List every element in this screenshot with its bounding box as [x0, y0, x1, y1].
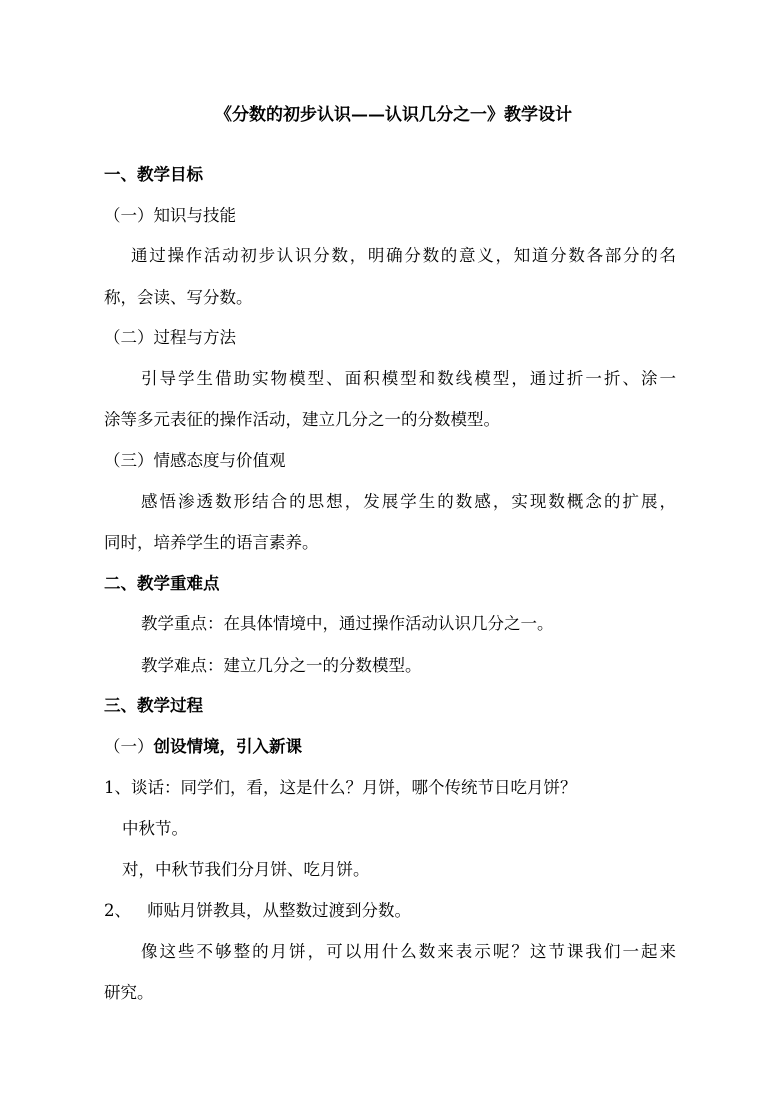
section-heading-objectives: 一、教学目标 [104, 165, 203, 184]
teaching-focus: 教学重点：在具体情境中，通过操作活动认识几分之一。 [141, 614, 554, 633]
paragraph-line: 同时，培养学生的语言素养。 [104, 533, 319, 552]
subsection-heading-scenario [104, 736, 302, 758]
list-item-reply: 对，中秋节我们分月饼、吃月饼。 [122, 860, 370, 879]
list-item [104, 900, 411, 922]
paragraph-line: 感悟渗透数形结合的思想，发展学生的数感，实现数概念的扩展， [141, 492, 676, 511]
list-item-number: 2、 [104, 901, 131, 920]
list-item-text: 师贴月饼教具，从整数过渡到分数。 [147, 901, 411, 920]
paragraph-line: 研究。 [104, 983, 154, 1002]
teaching-difficulty: 教学难点：建立几分之一的分数模型。 [141, 656, 422, 675]
subsection-title: 创设情境，引入新课 [153, 737, 302, 756]
subsection-heading-attitude: （三）情感态度与价值观 [104, 451, 286, 470]
list-item-answer: 中秋节。 [122, 819, 188, 838]
paragraph-line: 通过操作活动初步认识分数，明确分数的意义，知道分数各部分的名 [131, 246, 676, 265]
paragraph-line: 像这些不够整的月饼，可以用什么数来表示呢？这节课我们一起来 [141, 942, 676, 961]
subsection-heading-process-method: （二）过程与方法 [104, 328, 236, 347]
subsection-heading-knowledge: （一）知识与技能 [104, 206, 236, 225]
document-title: 《分数的初步认识——认识几分之一》教学设计 [215, 105, 572, 125]
section-heading-keypoints: 二、教学重难点 [104, 574, 220, 593]
list-item: 1、谈话：同学们，看，这是什么？月饼，哪个传统节日吃月饼？ [104, 778, 577, 797]
paragraph-line: 引导学生借助实物模型、面积模型和数线模型，通过折一折、涂一 [141, 369, 676, 388]
paragraph-line: 称，会读、写分数。 [104, 288, 253, 307]
section-heading-process: 三、教学过程 [104, 696, 203, 715]
paragraph-line: 涂等多元表征的操作活动，建立几分之一的分数模型。 [104, 410, 500, 429]
subsection-number: （一） [104, 737, 154, 756]
